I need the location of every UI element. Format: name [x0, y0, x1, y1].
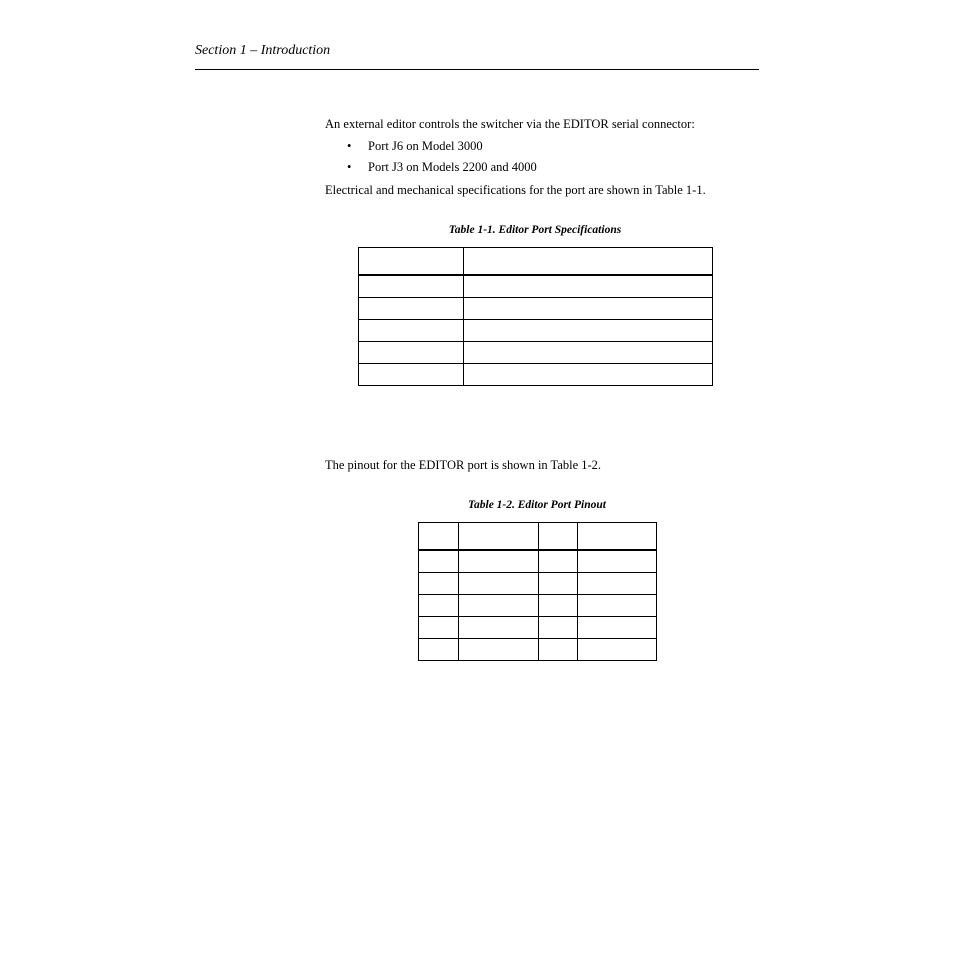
table-row	[419, 550, 657, 573]
table-cell	[578, 617, 657, 639]
table-cell	[459, 550, 539, 573]
table-cell	[539, 617, 578, 639]
pinout-paragraph: The pinout for the EDITOR port is shown in Table 1-2.	[325, 458, 602, 472]
table-header-cell	[419, 523, 459, 551]
table-cell	[419, 550, 459, 573]
table2-caption: Table 1-2. Editor Port Pinout	[468, 499, 606, 511]
table-cell	[459, 617, 539, 639]
table-cell	[464, 275, 713, 298]
bullet-icon: •	[347, 139, 352, 153]
table-cell	[464, 298, 713, 320]
table-cell	[419, 639, 459, 661]
section-header: Section 1 – Introduction	[195, 43, 331, 58]
table-cell	[359, 320, 464, 342]
table-row	[359, 298, 713, 320]
table-header-cell	[359, 248, 464, 276]
table-cell	[359, 364, 464, 386]
table-row	[359, 275, 713, 298]
table-cell	[419, 573, 459, 595]
editor-port-pinout-table	[418, 522, 657, 661]
table-cell	[459, 639, 539, 661]
table-cell	[459, 573, 539, 595]
table-cell	[539, 550, 578, 573]
table-row	[359, 342, 713, 364]
bullet-text: Port J3 on Models 2200 and 4000	[368, 160, 537, 174]
table-cell	[539, 639, 578, 661]
table-row	[359, 320, 713, 342]
table-row	[419, 639, 657, 661]
table-cell	[539, 573, 578, 595]
table-header-row	[419, 523, 657, 551]
table-header-cell	[539, 523, 578, 551]
table-row	[419, 595, 657, 617]
editor-port-specifications-table	[358, 247, 713, 386]
header-rule	[195, 69, 759, 70]
table-header-cell	[464, 248, 713, 276]
table-row	[359, 364, 713, 386]
table-cell	[578, 639, 657, 661]
bullet-text: Port J6 on Model 3000	[368, 139, 483, 153]
table-cell	[578, 573, 657, 595]
table-cell	[459, 595, 539, 617]
intro-paragraph: An external editor controls the switcher via the EDITOR serial connector:	[325, 117, 695, 131]
bullet-item	[347, 160, 537, 175]
table-cell	[359, 275, 464, 298]
table-cell	[359, 298, 464, 320]
bullet-icon: •	[347, 160, 352, 174]
specs-reference-paragraph: Electrical and mechanical specifications for the port are shown in Table 1-1.	[325, 183, 706, 197]
table-cell	[578, 595, 657, 617]
bullet-item	[347, 139, 483, 154]
table-row	[419, 573, 657, 595]
table-cell	[419, 617, 459, 639]
table-cell	[539, 595, 578, 617]
table-row	[419, 617, 657, 639]
table-header-cell	[578, 523, 657, 551]
table-cell	[359, 342, 464, 364]
table-cell	[464, 364, 713, 386]
table-header-row	[359, 248, 713, 276]
table-header-cell	[459, 523, 539, 551]
table-cell	[464, 342, 713, 364]
table-cell	[419, 595, 459, 617]
table-cell	[578, 550, 657, 573]
table1-caption: Table 1-1. Editor Port Specifications	[448, 224, 622, 236]
table-cell	[464, 320, 713, 342]
